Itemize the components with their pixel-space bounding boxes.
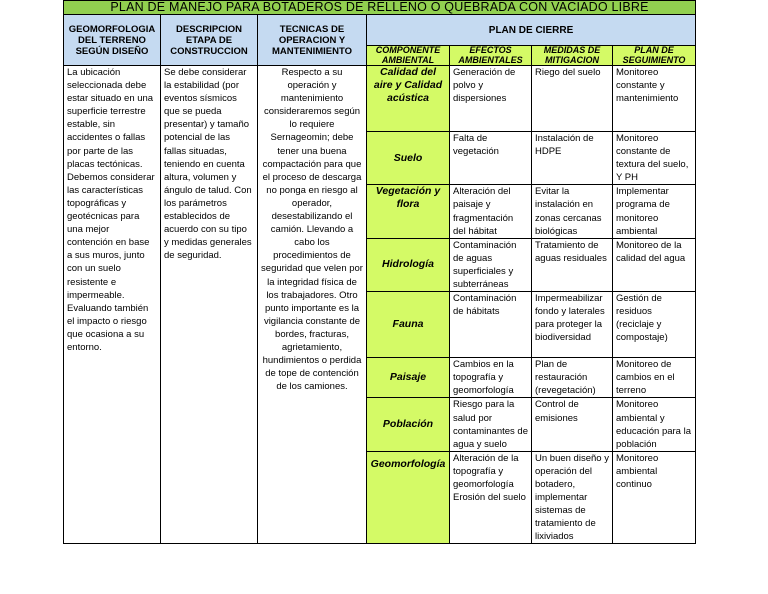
row-efectos: Generación de polvo y dispersiones [450,66,532,132]
tecnicas-text: Respecto a su operación y mantenimiento consideraremos según lo requiere Sernageomin; debe tener una buena compactación para que el proceso de descarga no ponga en riesgo al operador, desestabilizando el camión. Llevando a cabo los procedimientos de seguridad que velen por la integridad física de los trabajadores. Otro punto importante es la vigilancia constante de bordes, fracturas, agrietamiento, hundimientos o perdida de tope de contención de los camiones. [258,66,367,544]
row-componente: Suelo [367,132,450,185]
descripcion-text: Se debe considerar la estabilidad (por eventos sísmicos que se pueda presentar) y tamaño potencial de las fallas situadas, teniendo en cuenta altura, volumen y ángulo de talud. Con los parámetros establecidos de acuerdo con su tipo y medidas generales de seguridad. [161,66,258,544]
header-tecnicas: TECNICAS DE OPERACION Y MANTENIMIENTO [258,15,367,66]
row-seguimiento: Monitoreo ambiental y educación para la población [613,398,696,451]
row-componente: Paisaje [367,358,450,398]
document [63,0,695,544]
row-medidas: Impermeabilizar fondo y laterales para proteger la biodiversidad [532,292,613,358]
subheader-seguimiento: PLAN DE SEGUIMIENTO [613,46,696,66]
row-seguimiento: Monitoreo de cambios en el terreno [613,358,696,398]
row-seguimiento: Monitoreo constante de textura del suelo, Y PH [613,132,696,185]
row-efectos: Contaminación de hábitats [450,292,532,358]
row-seguimiento: Gestión de residuos (reciclaje y compostaje) [613,292,696,358]
header-geomorfologia: GEOMORFOLOGIA DEL TERRENO SEGÚN DISEÑO [64,15,161,66]
row-seguimiento: Monitoreo ambiental continuo [613,451,696,544]
row-seguimiento: Implementar programa de monitoreo ambiental [613,185,696,238]
row-efectos: Falta de vegetación [450,132,532,185]
row-efectos: Alteración de la topografía y geomorfología Erosión del suelo [450,451,532,544]
subheader-efectos: EFECTOS AMBIENTALES [450,46,532,66]
header-plan-cierre: PLAN DE CIERRE [367,15,696,46]
row-componente: Calidad del aire y Calidad acústica [367,66,450,132]
row-medidas: Instalación de HDPE [532,132,613,185]
row-medidas: Riego del suelo [532,66,613,132]
header-descripcion: DESCRIPCION ETAPA DE CONSTRUCCION [161,15,258,66]
subheader-componente: COMPONENTE AMBIENTAL [367,46,450,66]
row-medidas: Un buen diseño y operación del botadero, implementar sistemas de tratamiento de lixiviados [532,451,613,544]
row-medidas: Plan de restauración (revegetación) [532,358,613,398]
row-medidas: Evitar la instalación en zonas cercanas biológicas [532,185,613,238]
row-efectos: Riesgo para la salud por contaminantes de agua y suelo [450,398,532,451]
row-componente: Geomorfología [367,451,450,544]
table-title: PLAN DE MANEJO PARA BOTADEROS DE RELLENO O QUEBRADA CON VACIADO LIBRE [64,1,696,15]
row-seguimiento: Monitoreo constante y mantenimiento [613,66,696,132]
plan-table [63,0,696,544]
subheader-medidas: MEDIDAS DE MITIGACION [532,46,613,66]
row-componente: Hidrología [367,238,450,291]
row-componente: Población [367,398,450,451]
row-medidas: Control de emisiones [532,398,613,451]
row-componente: Fauna [367,292,450,358]
row-componente: Vegetación y flora [367,185,450,238]
row-efectos: Alteración del paisaje y fragmentación del hábitat [450,185,532,238]
row-efectos: Cambios en la topografía y geomorfología [450,358,532,398]
row-efectos: Contaminación de aguas superficiales y subterráneas [450,238,532,291]
row-medidas: Tratamiento de aguas residuales [532,238,613,291]
geomorfologia-text: La ubicación seleccionada debe estar situado en una superficie terrestre estable, sin accidentes o fallas por parte de las placas tectónicas. Debemos considerar las características topográficas y geotécnicas para una mejor contención en base a sus muros, junto con un suelo resistente e impermeable. Evaluando también el impacto o riesgo que ocasiona a su entorno. [64,66,161,544]
row-seguimiento: Monitoreo de la calidad del agua [613,238,696,291]
